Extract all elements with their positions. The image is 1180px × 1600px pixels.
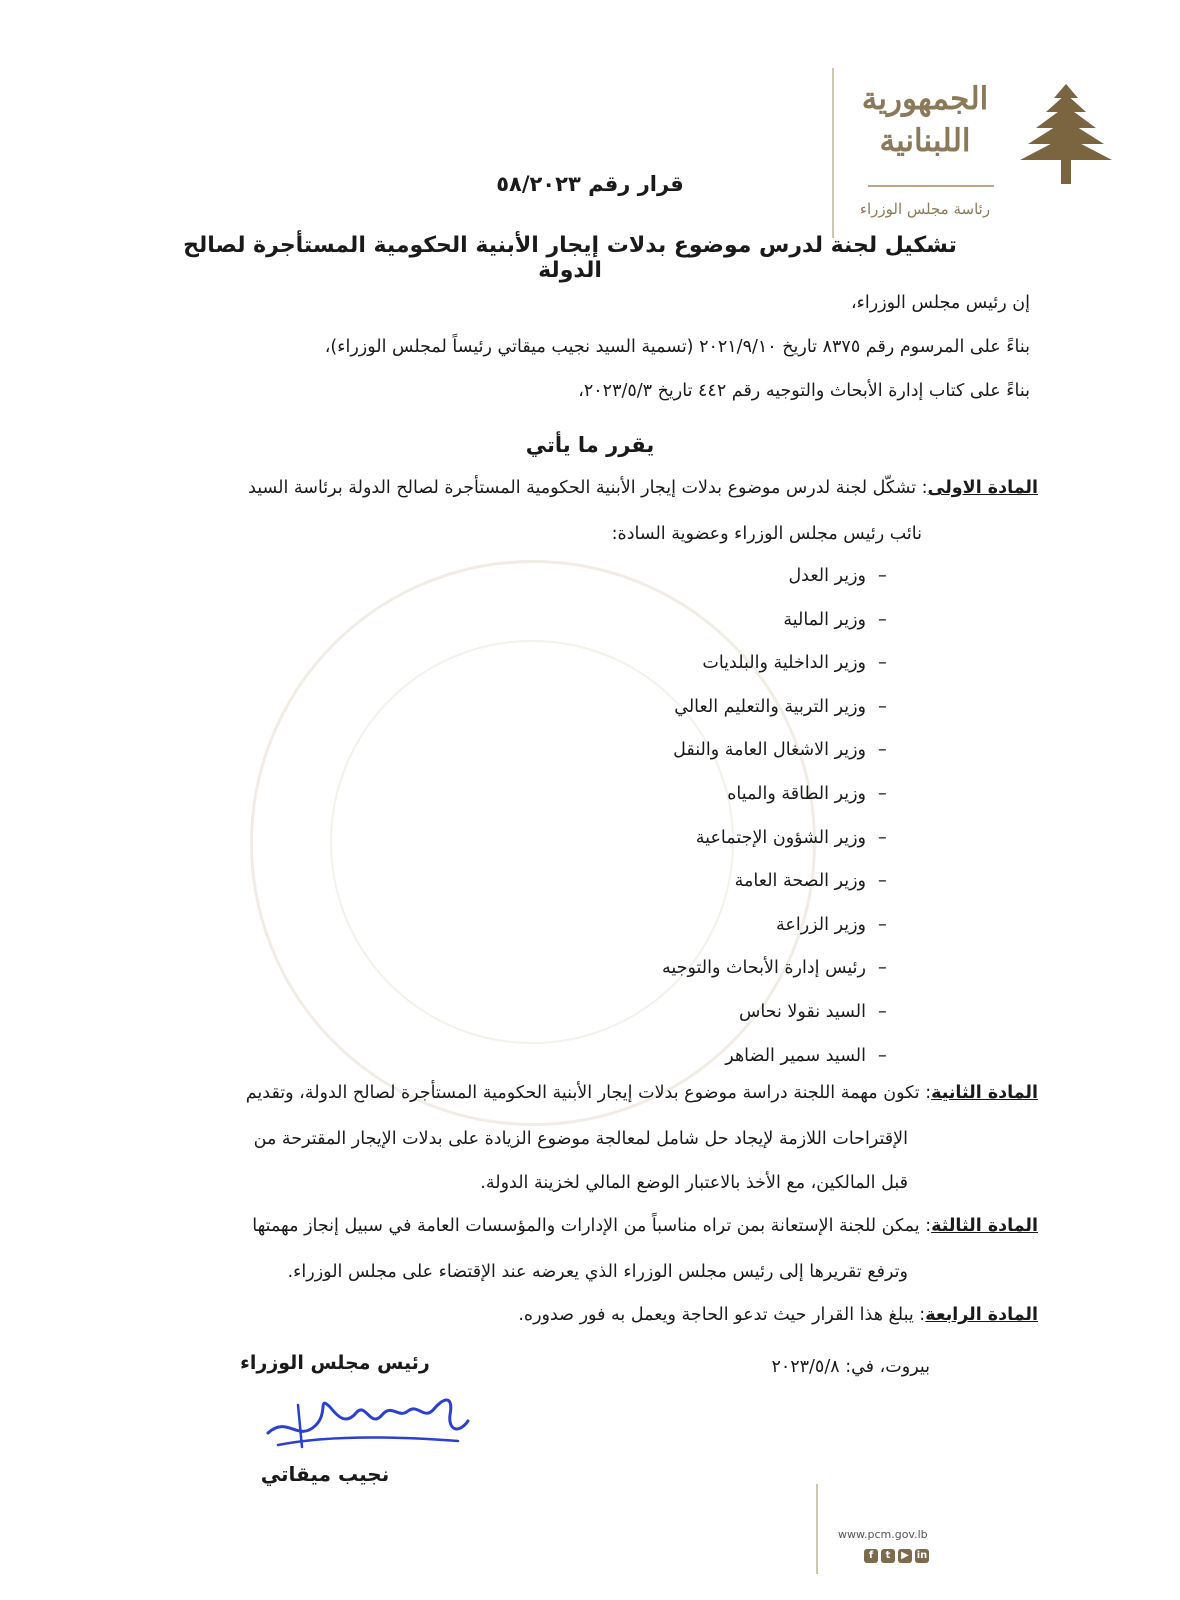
handwritten-signature [258, 1385, 478, 1455]
article-1-text: : تشكّل لجنة لدرس موضوع بدلات إيجار الأبنية الحكومية المستأجرة لصالح الدولة برئاسة السيد [248, 478, 928, 498]
committee-member: رئيس إدارة الأبحاث والتوجيه [661, 958, 866, 978]
member-bullet: – [878, 1002, 887, 1022]
member-bullet: – [878, 915, 887, 935]
committee-member: وزير الزراعة [776, 915, 866, 935]
letterhead-divider [868, 185, 994, 187]
member-bullet: – [878, 697, 887, 717]
twitter-icon[interactable]: t [881, 1549, 895, 1563]
committee-member: السيد سمير الضاهر [725, 1046, 866, 1066]
committee-member: وزير التربية والتعليم العالي [674, 697, 866, 717]
member-bullet: – [878, 784, 887, 804]
article-4-label: المادة الرابعة [925, 1305, 1038, 1325]
committee-member: وزير المالية [783, 610, 866, 630]
place-and-date: بيروت، في: ٢٠٢٣/٥/٨ [771, 1357, 930, 1377]
decides-heading: يقرر ما يأتي [525, 433, 655, 457]
signatory-name: نجيب ميقاتي [260, 1462, 390, 1486]
committee-member: السيد نقولا نحاس [738, 1002, 866, 1022]
committee-member: وزير الداخلية والبلديات [702, 653, 866, 673]
committee-member: وزير العدل [788, 566, 866, 586]
preamble-line-3: بناءً على كتاب إدارة الأبحاث والتوجيه رقم ٤٤٢ تاريخ ٢٠٢٣/٥/٣، [578, 381, 1030, 401]
signatory-title: رئيس مجلس الوزراء [240, 1352, 430, 1374]
committee-member: وزير الطاقة والمياه [727, 784, 866, 804]
facebook-icon[interactable]: f [864, 1549, 878, 1563]
article-4 [518, 1305, 1038, 1325]
republic-emblem-text [850, 78, 1000, 162]
preamble-line-2: بناءً على المرسوم رقم ٨٣٧٥ تاريخ ٢٠٢١/٩/١٠ (تسمية السيد نجيب ميقاتي رئيساً لمجلس الوزراء)، [324, 337, 1030, 357]
republic-line-2: اللبنانية [879, 123, 971, 159]
article-2-line-1 [246, 1083, 1038, 1103]
decision-subject: تشكيل لجنة لدرس موضوع بدلات إيجار الأبنية الحكومية المستأجرة لصالح الدولة [183, 233, 957, 283]
member-bullet: – [878, 566, 887, 586]
republic-line-1: الجمهورية [861, 81, 989, 117]
decision-number: قرار رقم ٥٨/٢٠٢٣ [496, 172, 684, 196]
member-bullet: – [878, 653, 887, 673]
footer-vertical-rule [816, 1484, 818, 1574]
member-bullet: – [878, 958, 887, 978]
article-3-line-1 [252, 1216, 1038, 1236]
article-1-continuation: نائب رئيس مجلس الوزراء وعضوية السادة: [611, 524, 922, 544]
article-4-text: : يبلغ هذا القرار حيث تدعو الحاجة ويعمل به فور صدوره. [518, 1305, 926, 1325]
article-2-text: : تكون مهمة اللجنة دراسة موضوع بدلات إيجار الأبنية الحكومية المستأجرة لصالح الدولة، وتقديم [245, 1083, 932, 1103]
article-1 [248, 478, 1038, 498]
office-name: رئاسة مجلس الوزراء [859, 200, 991, 218]
linkedin-icon[interactable]: in [916, 1550, 928, 1561]
member-bullet: – [878, 740, 887, 760]
article-1-label: المادة الاولى [927, 478, 1038, 498]
committee-member: وزير الشؤون الإجتماعية [695, 828, 866, 848]
member-bullet: – [878, 1046, 887, 1066]
preamble-line-1: إن رئيس مجلس الوزراء، [851, 293, 1030, 313]
article-2-label: المادة الثانية [931, 1083, 1038, 1103]
article-3-label: المادة الثالثة [931, 1216, 1038, 1236]
social-icons [864, 1549, 929, 1563]
article-3-line-2: وترفع تقريرها إلى رئيس مجلس الوزراء الذي يعرضه عند الإقتضاء على مجلس الوزراء. [287, 1262, 908, 1282]
committee-member: وزير الاشغال العامة والنقل [673, 740, 866, 760]
cedar-icon [1016, 80, 1116, 190]
article-3-text: : يمكن للجنة الإستعانة بمن تراه مناسباً من الإدارات والمؤسسات العامة في سبيل إنجاز مهمتها [252, 1216, 932, 1236]
website-link[interactable]: www.pcm.gov.lb [838, 1528, 928, 1541]
article-2-line-2: الإقتراحات اللازمة لإيجاد حل شامل لمعالجة موضوع الزيادة على بدلات الإيجار المقترحة من [253, 1129, 908, 1149]
member-bullet: – [878, 610, 887, 630]
member-bullet: – [878, 828, 887, 848]
member-bullet: – [878, 871, 887, 891]
article-2-line-3: قبل المالكين، مع الأخذ بالاعتبار الوضع المالي لخزينة الدولة. [480, 1173, 908, 1193]
letterhead-vertical-rule [832, 68, 834, 238]
committee-member: وزير الصحة العامة [734, 871, 866, 891]
youtube-icon[interactable]: ▶ [898, 1549, 912, 1563]
